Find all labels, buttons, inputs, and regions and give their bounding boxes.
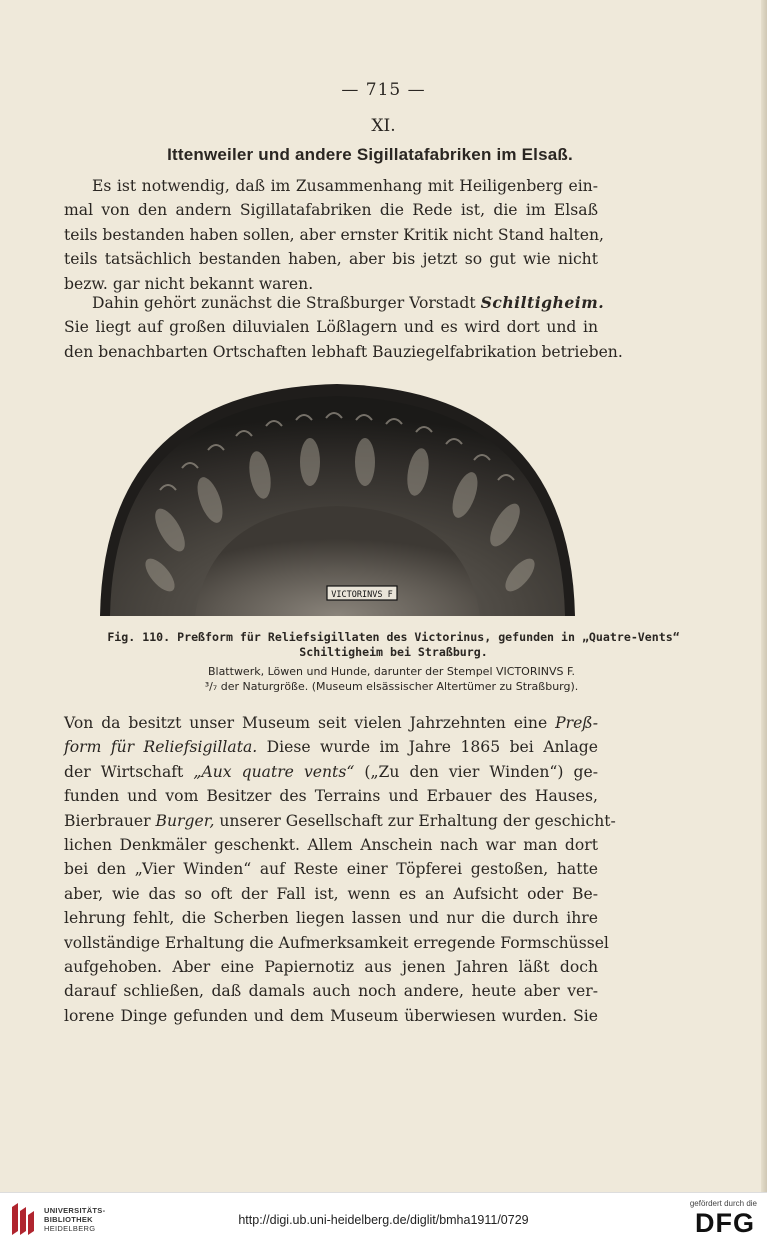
text-line: teils tatsächlich bestanden haben, aber bis jetzt so gut wie nicht (64, 250, 598, 269)
chapter-heading: Ittenweiler und andere Sigillatafabriken im Elsaß. (167, 145, 573, 164)
page-number: — 715 — (341, 80, 426, 100)
figure-caption-details (0, 664, 767, 694)
dfg-logo[interactable]: DFG (695, 1208, 755, 1238)
text-line: lehrung fehlt, die Scherben liegen lassen und nur die durch ihre (64, 909, 598, 928)
text-segment: Von da besitzt unser Museum seit vielen Jahrzehnten eine (64, 714, 556, 732)
text-segment: („Zu den vier Winden“) ge- (354, 762, 599, 781)
text-segment: Dahin gehört zunächst die Straßburger Vorstadt (92, 294, 481, 312)
text-line: bezw. gar nicht bekannt waren. (64, 274, 314, 293)
text-line: mal von den andern Sigillatafabriken die Rede ist, die im Elsaß (64, 201, 598, 220)
text-line: aufgehoben. Aber eine Papiernotiz aus jenen Jahren läßt doch (64, 958, 598, 977)
funded-by-label: gefördert durch die (689, 1199, 757, 1208)
text-line (64, 735, 598, 759)
text-line: Sie liegt auf großen diluvialen Lößlagern und es wird dort und in (64, 318, 598, 337)
text-line: den benachbarten Ortschaften lebhaft Bauziegelfabrikation betrieben. (64, 342, 623, 361)
text-segment: Bierbrauer (64, 811, 156, 830)
text-segment: der Wirtschaft (64, 762, 194, 781)
figure-caption-title (0, 630, 767, 660)
paragraph-1 (64, 174, 604, 296)
text-line (64, 760, 598, 784)
permalink-url[interactable]: http://digi.ub.uni-heidelberg.de/diglit/bmha1911/0729 (238, 1213, 529, 1227)
page-edge (761, 0, 767, 1192)
text-line: aber, wie das so oft der Fall ist, wenn es an Aufsicht oder Be- (64, 884, 598, 903)
logo-line: HEIDELBERG (44, 1224, 96, 1233)
text-segment: „Aux quatre vents“ (193, 762, 355, 781)
viewer-footer (0, 1192, 767, 1248)
text-line: bei den „Vier Winden“ auf Reste einer Töpferei gestoßen, hatte (64, 860, 598, 879)
logo-line: BIBLIOTHEK (44, 1215, 93, 1224)
text-line: Es ist notwendig, daß im Zusammenhang mit Heiligenberg ein- (92, 177, 598, 195)
text-segment: Burger, (155, 811, 215, 830)
text-line: teils bestanden haben sollen, aber ernster Kritik nicht Stand halten, (64, 225, 604, 244)
text-line (64, 291, 605, 315)
press-mould-photo (100, 380, 575, 618)
text-segment: Diese wurde im Jahre 1865 bei Anlage (257, 738, 598, 757)
text-segment: form für Reliefsigillata. (64, 738, 258, 757)
victorinus-stamp-text: VICTORINVS F (331, 590, 393, 600)
text-line: funden und vom Besitzer des Terrains und Erbauer des Hauses, (64, 787, 598, 806)
text-segment: Preß- (555, 714, 598, 732)
text-line: darauf schließen, daß damals auch noch andere, heute aber ver- (64, 982, 598, 1001)
text-line: vollständige Erhaltung die Aufmerksamkeit erregende Formschüssel (64, 933, 609, 952)
paragraph-3 (64, 711, 616, 1028)
place-name-schiltigheim: Schiltigheim. (480, 293, 605, 312)
text-line: lorene Dinge gefunden und dem Museum überwiesen wurden. Sie (64, 1006, 598, 1025)
chapter-number: XI. (371, 116, 396, 136)
text-line: lichen Denkmäler geschenkt. Allem Anschein nach war man dort (64, 836, 598, 855)
text-segment: unserer Gesellschaft zur Erhaltung der geschicht- (214, 811, 616, 830)
caption-line: Blattwerk, Löwen und Hunde, darunter der Stempel VICTORINVS F. (207, 665, 576, 678)
paragraph-2 (64, 291, 623, 364)
text-line (64, 711, 598, 735)
text-line (64, 809, 616, 833)
caption-line: Fig. 110. Preßform für Reliefsigillaten des Victorinus, gefunden in „Quatre-Vents“ (107, 630, 680, 644)
caption-line: Schiltigheim bei Straßburg. (299, 645, 488, 659)
caption-line: ³/₇ der Naturgröße. (Museum elsässischer Altertümer zu Straßburg). (204, 680, 579, 693)
logo-line: UNIVERSITÄTS- (44, 1206, 106, 1215)
